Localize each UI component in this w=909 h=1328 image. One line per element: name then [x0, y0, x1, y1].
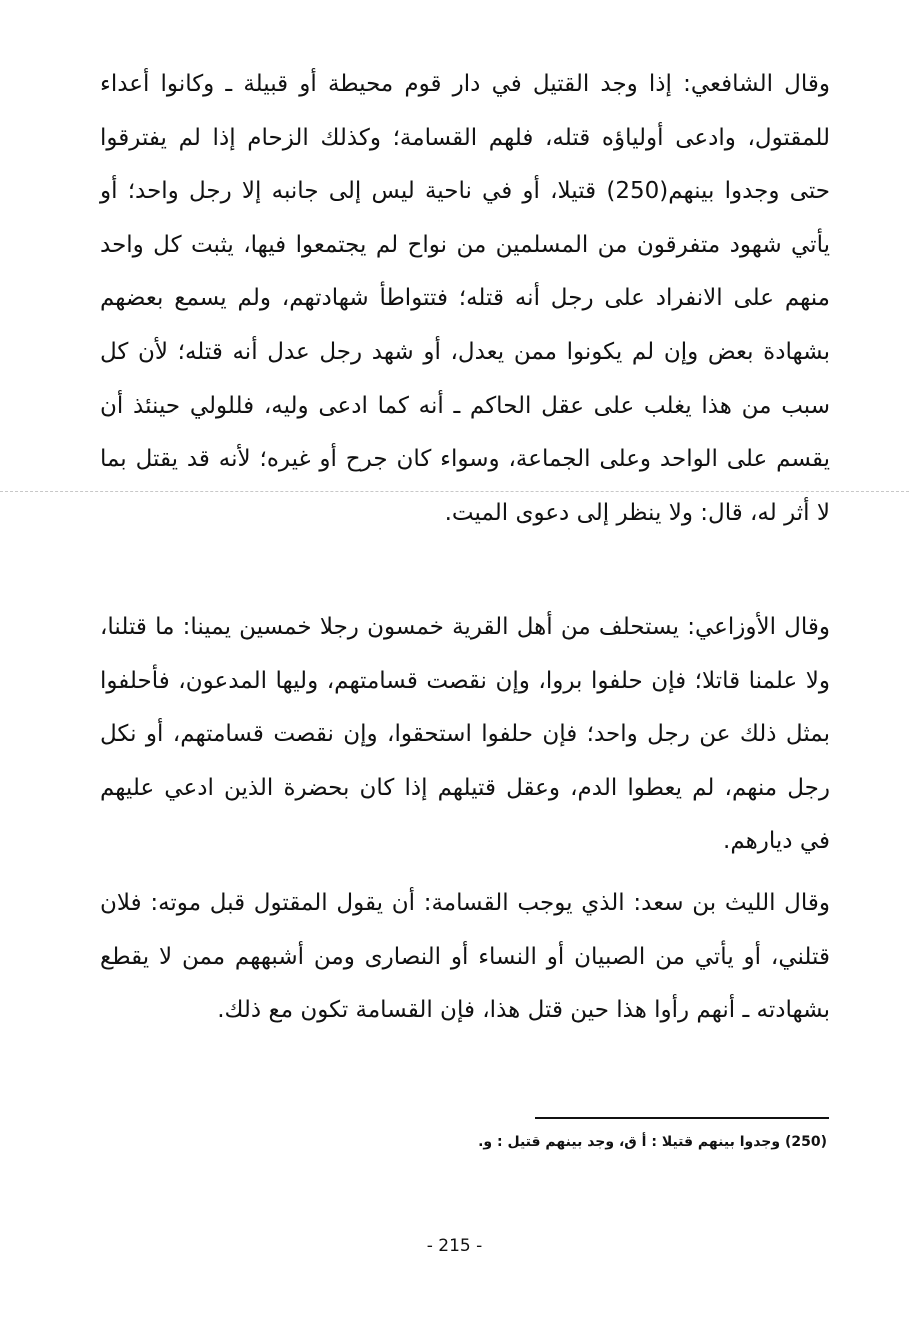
footnote-separator	[535, 1117, 829, 1119]
paragraph-awzai: وقال الأوزاعي: يستحلف من أهل القرية خمسون رجلا خمسين يمينا: ما قتلنا، ولا علمنا قاتلا؛ فإن حلفوا بروا، وإن نقصت قسامتهم، وليها المدعون، فأحلفوا بمثل ذلك عن رجل واحد؛ فإن حلفوا استحقوا، وإن نقصت قسامتهم، أو نكل رجل منهم، لم يعطوا الدم، وعقل قتيلهم إذا كان بحضرة الذين ادعي عليهم في ديارهم.	[100, 614, 830, 855]
paragraph-shafii: وقال الشافعي: إذا وجد القتيل في دار قوم محيطة أو قبيلة ـ وكانوا أعداء للمقتول، وادعى أولياؤه قتله، فلهم القسامة؛ وكذلك الزحام إذا لم يفترقوا حتى وجدوا بينهم(250) قتيلا، أو في ناحية ليس إلى جانبه إلا رجل واحد؛ أو يأتي شهود متفرقون من المسلمين من نواح لم يجتمعوا فيها، يثبت كل واحد منهم على الانفراد على رجل أنه قتله؛ فتتواطأ شهادتهم، ولم يسمع بعضهم بشهادة بعض وإن لم يكونوا ممن يعدل، أو شهد رجل عدل أنه قتله؛ لأن كل سبب من هذا يغلب على عقل الحاكم ـ أنه كما ادعى وليه، فللولي حينئذ أن يقسم على الواحد وعلى الجماعة، وسواء كان جرح أو غيره؛ لأنه قد يقتل بما لا أثر له، قال: ولا ينظر إلى دعوى الميت.	[100, 71, 830, 526]
page-number: - 215 -	[426, 1236, 483, 1256]
footnote-250: (250) وجدوا بينهم قتيلا : أ ق، وجد بينهم قتيل : و.	[478, 1134, 827, 1150]
scan-artifact-line	[0, 491, 909, 492]
paragraph-layth: وقال الليث بن سعد: الذي يوجب القسامة: أن يقول المقتول قبل موته: فلان قتلني، أو يأتي من الصبيان أو النساء أو النصارى ومن أشبههم ممن لا يقطع بشهادته ـ أنهم رأوا هذا حين قتل هذا، فإن القسامة تكون مع ذلك.	[100, 890, 830, 1024]
